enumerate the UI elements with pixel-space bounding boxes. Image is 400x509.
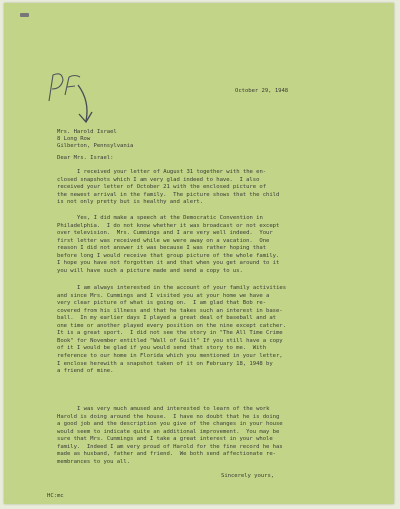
paragraph-3-line: of it I would be glad if you would send that story to me. With [57, 345, 267, 352]
closing: Sincerely yours, [221, 473, 275, 479]
paragraph-3-line: I am always interested in the account of your family activities [77, 285, 287, 291]
paragraph-2-line: first letter was received while we were away on a vacation. One [57, 237, 270, 244]
paragraph-3-line: very clear picture of what is going on. I am glad that Bob re- [57, 300, 267, 307]
initials: HC:mc [47, 493, 64, 499]
paragraph-2-line: reason I did not answer it was because I was rather hoping that [57, 245, 267, 252]
paragraph-3-line: one time or another played every position on the nine except catcher. [57, 322, 286, 329]
paragraph-2-line: I hope you have not forgotten it and that when you get around to it [57, 260, 280, 267]
paragraph-3-line: ball. In my earlier days I played a great deal of baseball and at [57, 315, 276, 322]
paragraph-4-line: a good job and the description you give of the changes in your house [57, 421, 283, 428]
paragraph-2-line: before long I would receive that group picture of the whole family. [57, 252, 280, 259]
paragraph-3-line: I enclose herewith a snapshot taken of it on February 18, 1948 by [57, 360, 273, 367]
paragraph-4-line: Harold is doing around the house. I have no doubt that he is doing [57, 413, 280, 420]
letter-date: October 29, 1948 [235, 88, 289, 94]
paragraph-2-line: Philadelphia. I do not know whether it was broadcast or not except [57, 222, 280, 229]
address-line: 8 Long Row [57, 136, 91, 142]
paragraph-2-line: over television. Mrs. Cummings and I are very well indeed. Your [57, 230, 273, 237]
paragraph-4-line: sure that Mrs. Cummings and I take a great interest in your whole [57, 436, 273, 443]
paragraph-1-line: is not only pretty but is healthy and alert. [57, 199, 203, 206]
address-line: Gilberton, Pennsylvania [57, 143, 134, 149]
paragraph-3-line: and since Mrs. Cummings and I visited you at your home we have a [57, 292, 270, 299]
paragraph-3-line: reference to our home in Florida which you mentioned in your letter, [57, 352, 283, 359]
salutation: Dear Mrs. Israel: [57, 155, 114, 161]
paragraph-1-line: closed snapshots which I am very glad indeed to have. I also [57, 176, 260, 183]
paragraph-4-line: made as husband, father and friend. We both send affectionate re- [57, 451, 276, 458]
handwritten-annotation [42, 65, 112, 127]
address-line: Mrs. Harold Israel [57, 129, 117, 135]
paragraph-3-line: a friend of mine. [57, 368, 114, 375]
paragraph-4-line: I was very much amused and interested to learn of the work [77, 406, 270, 412]
paragraph-3-line: Book" for November entitled "Wall of Guilt" If you still have a copy [57, 337, 283, 344]
paragraph-2-line: Yes, I did make a speech at the Democratic Convention in [77, 215, 263, 221]
staple [20, 13, 29, 17]
paragraph-4-line: membrances to you all. [57, 458, 130, 465]
paragraph-3-line: It is a great sport. I did not see the story in "The All Time Crime [57, 330, 283, 337]
paragraph-1-line: the newest arrival in the family. The picture shows that the child [57, 191, 280, 198]
paragraph-1-line: received your letter of October 21 with the enclosed picture of [57, 184, 267, 191]
annotation-text [0, 8, 2, 17]
paragraph-3-line: covered from his illness and that he takes such an interest in base- [57, 307, 283, 314]
paragraph-4-line: family. Indeed I am very proud of Harold for the fine record he has [57, 443, 283, 450]
paragraph-4-line: would seem to indicate quite an additional improvement. You may be [57, 428, 280, 435]
paragraph-1-line: I received your letter of August 31 together with the en- [77, 169, 267, 175]
paragraph-2-line: you will have such a picture made and send a copy to us. [57, 267, 243, 274]
letter-page [4, 3, 394, 504]
